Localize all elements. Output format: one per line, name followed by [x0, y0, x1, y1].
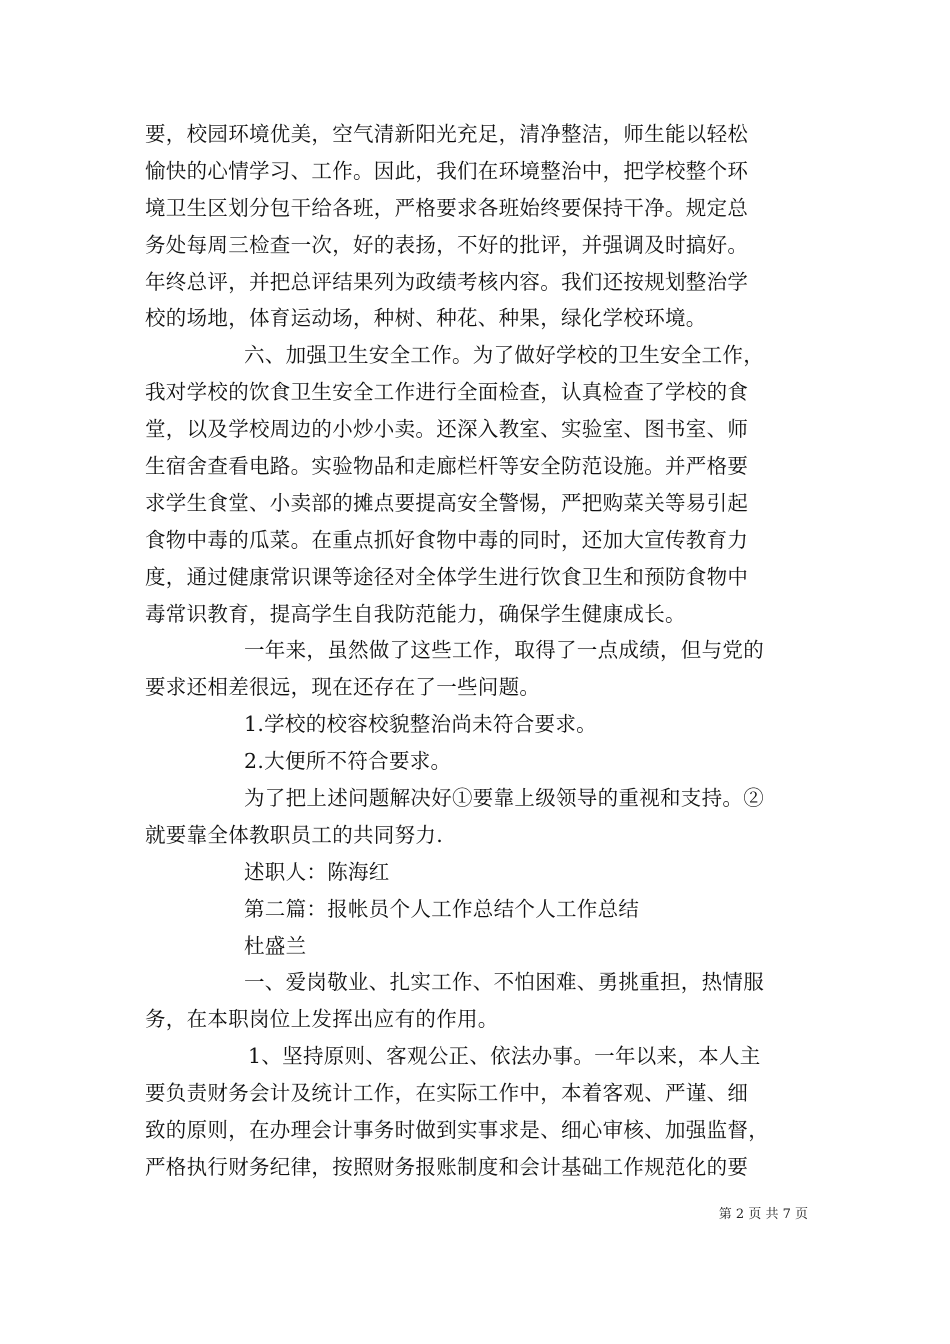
text-line: 为了把上述问题解决好①要靠上级领导的重视和支持。②	[244, 786, 764, 811]
text-line: 第二篇：报帐员个人工作总结个人工作总结	[244, 896, 640, 921]
text-line: 毒常识教育，提高学生自我防范能力，确保学生健康成长。	[145, 601, 686, 626]
text-line: 六、加强卫生安全工作。为了做好学校的卫生安全工作，	[244, 343, 764, 368]
text-line: 务处每周三检查一次，好的表扬，不好的批评，并强调及时搞好。	[145, 232, 749, 257]
text-line: 年终总评，并把总评结果列为政绩考核内容。我们还按规划整治学	[145, 269, 749, 294]
text-line: 我对学校的饮食卫生安全工作进行全面检查，认真检查了学校的食	[145, 380, 749, 405]
text-line: 2.大便所不符合要求。	[244, 749, 452, 774]
text-line: 述职人：陈海红	[244, 859, 390, 884]
text-line: 就要靠全体教职员工的共同努力.	[145, 822, 444, 847]
text-line: 要，校园环境优美，空气清新阳光充足，清净整洁，师生能以轻松	[145, 122, 749, 146]
text-line: 校的场地，体育运动场，种树、种花、种果，绿化学校环境。	[145, 306, 707, 331]
text-line: 务，在本职岗位上发挥出应有的作用。	[145, 1007, 499, 1032]
document-body	[145, 116, 813, 1186]
text-line: 1.学校的校容校貌整治尚未符合要求。	[244, 712, 597, 737]
text-line: 堂，以及学校周边的小炒小卖。还深入教室、实验室、图书室、师	[145, 417, 749, 442]
text-line: 杜盛兰	[244, 933, 307, 958]
text-line: 严格执行财务纪律，按照财务报账制度和会计基础工作规范化的要	[145, 1154, 749, 1179]
text-line: 一年来，虽然做了这些工作，取得了一点成绩，但与党的	[244, 638, 764, 663]
text-line: 致的原则，在办理会计事务时做到实事求是、细心审核、加强监督，	[145, 1118, 769, 1143]
text-line: 求学生食堂、小卖部的摊点要提高安全警惕，严把购菜关等易引起	[145, 490, 749, 515]
text-line: 愉快的心情学习、工作。因此，我们在环境整治中，把学校整个环	[145, 158, 749, 183]
text-line: 要求还相差很远，现在还存在了一些问题。	[145, 675, 541, 700]
text-line: 1、坚持原则、客观公正、依法办事。一年以来，本人主	[248, 1044, 761, 1069]
text-line: 生宿舍查看电路。实验物品和走廊栏杆等安全防范设施。并严格要	[145, 454, 749, 479]
page-number: 第 2 页 共 7 页	[718, 1207, 808, 1222]
text-line: 要负责财务会计及统计工作，在实际工作中，本着客观、严谨、细	[145, 1081, 749, 1106]
text-line: 食物中毒的瓜菜。在重点抓好食物中毒的同时，还加大宣传教育力	[145, 527, 749, 552]
text-line: 一、爱岗敬业、扎实工作、不怕困难、勇挑重担，热情服	[244, 970, 764, 995]
text-line: 度，通过健康常识课等途径对全体学生进行饮食卫生和预防食物中	[145, 564, 749, 589]
text-line: 境卫生区划分包干给各班，严格要求各班始终要保持干净。规定总	[145, 195, 749, 220]
